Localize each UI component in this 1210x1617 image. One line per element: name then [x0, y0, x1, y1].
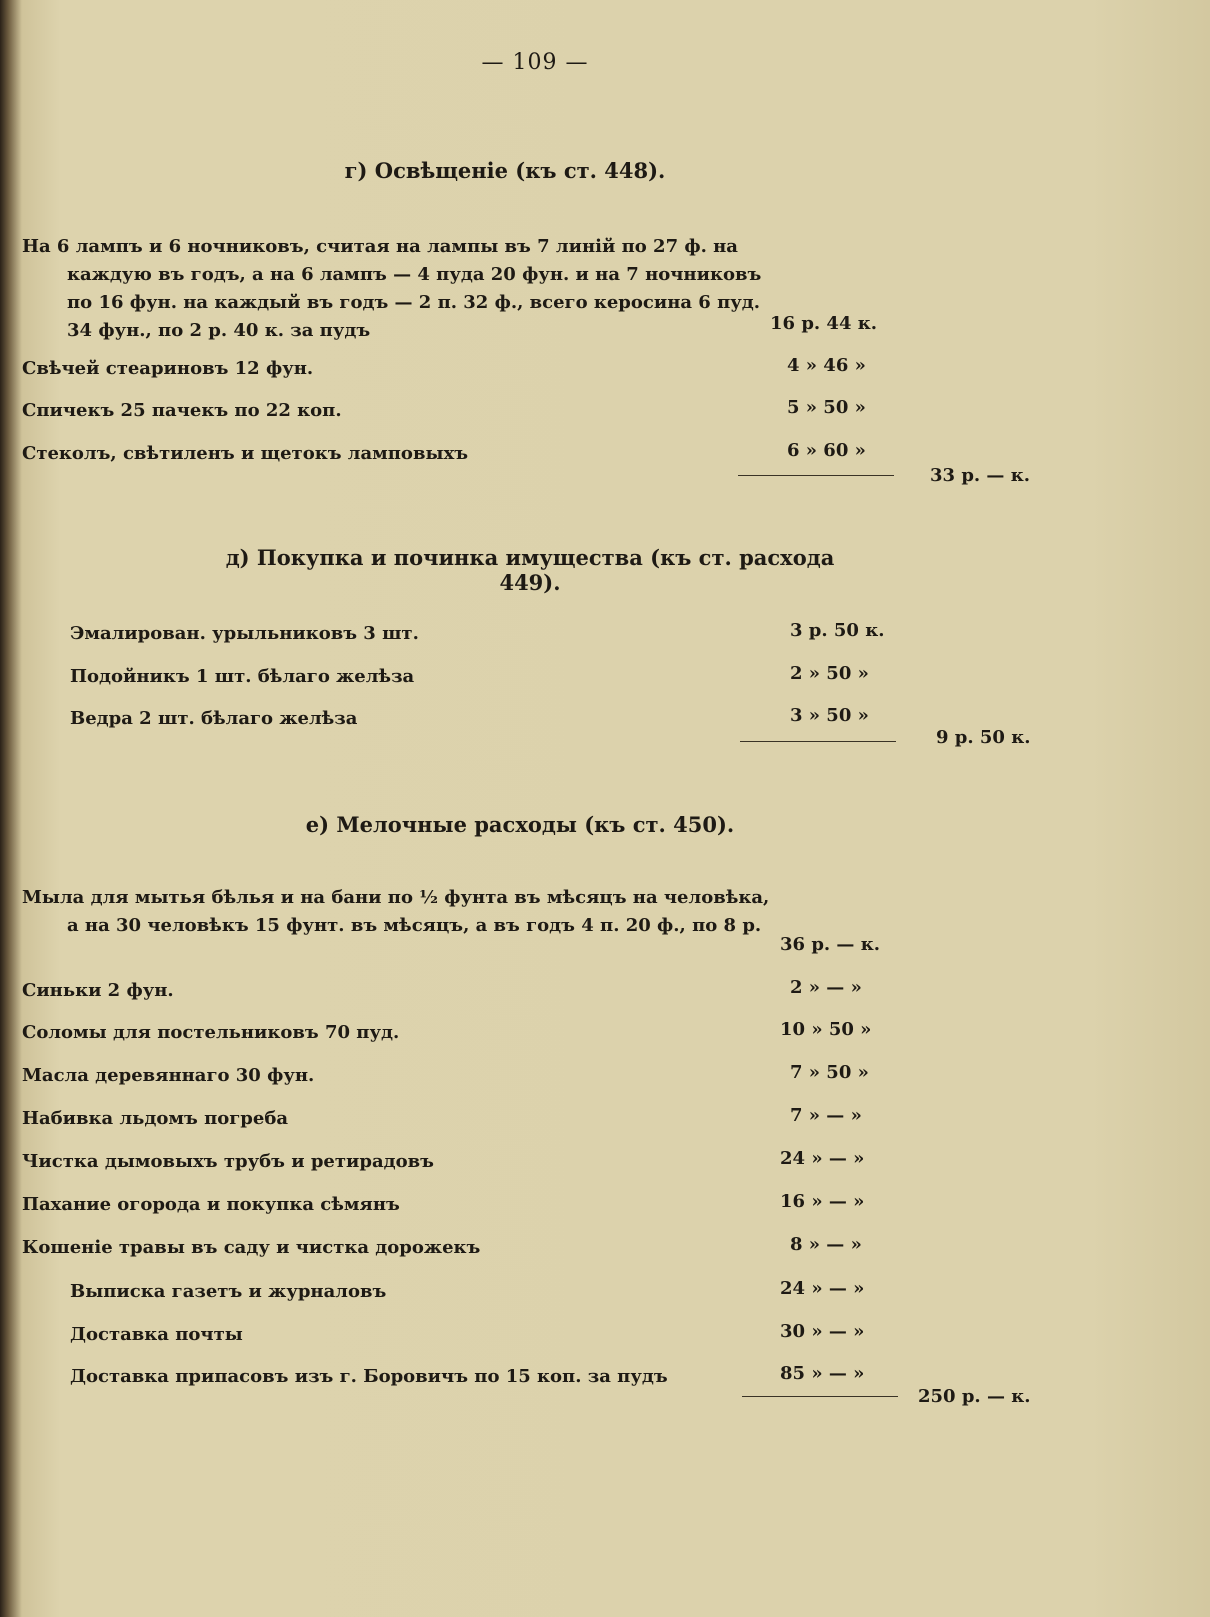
section-title-lighting: г) Освѣщеніе (къ ст. 448).	[344, 158, 666, 183]
item-description: Выписка газетъ и журналовъ	[70, 1281, 387, 1302]
item-amount: 36 р. — к.	[780, 934, 880, 955]
item-description: Спичекъ 25 пачекъ по 22 коп.	[22, 400, 342, 421]
item-amount: 7 » — »	[790, 1105, 862, 1126]
item-amount: 8 » — »	[790, 1234, 862, 1255]
item-description: Соломы для постельниковъ 70 пуд.	[22, 1022, 400, 1043]
item-amount: 30 » — »	[780, 1321, 865, 1342]
page-number: — 109 —	[481, 50, 589, 75]
item-description: Подойникъ 1 шт. бѣлаго желѣза	[70, 666, 415, 687]
item-description: Доставка припасовъ изъ г. Боровичъ по 15 коп. за пудъ	[70, 1366, 668, 1387]
item-amount: 4 » 46 »	[787, 355, 866, 376]
item-amount: 6 » 60 »	[787, 440, 866, 461]
item-description: Доставка почты	[70, 1324, 243, 1345]
subtotal-rule	[738, 475, 894, 476]
item-amount: 85 » — »	[780, 1363, 865, 1384]
item-amount: 10 » 50 »	[780, 1019, 872, 1040]
item-amount: 5 » 50 »	[787, 397, 866, 418]
item-description: Мыла для мытья бѣлья и на бани по ½ фунта въ мѣсяцъ на человѣка, а на 30 человѣкъ 15 фунт. въ мѣсяцъ, а въ годъ 4 п. 20 ф., по 8 р.	[22, 887, 770, 936]
item-amount: 24 » — »	[780, 1278, 865, 1299]
item-description: Ведра 2 шт. бѣлаго желѣза	[70, 708, 358, 729]
item-amount: 24 » — »	[780, 1148, 865, 1169]
item-amount: 16 » — »	[780, 1191, 865, 1212]
list-item	[22, 884, 912, 974]
item-description: Эмалирован. урыльниковъ 3 шт.	[70, 623, 419, 644]
section-title-small-expenses: е) Мелочные расходы (къ ст. 450).	[305, 812, 735, 837]
item-amount: 3 » 50 »	[790, 705, 869, 726]
item-amount: 2 » — »	[790, 977, 862, 998]
section-total: 33 р. — к.	[930, 465, 1030, 486]
item-description: Чистка дымовыхъ трубъ и ретирадовъ	[22, 1151, 434, 1172]
item-description: Пахание огорода и покупка сѣмянъ	[22, 1194, 400, 1215]
item-description: На 6 лампъ и 6 ночниковъ, считая на лампы въ 7 линій по 27 ф. на каждую въ годъ, а на 6 лампъ — 4 пуда 20 фун. и на 7 ночниковъ по 16 фун. на каждый въ годъ — 2 п. 32 ф., всего керосина 6 пуд. 34 фун., по 2 р. 40 к. за пудъ	[22, 236, 762, 341]
subtotal-rule	[742, 1396, 898, 1397]
item-amount: 7 » 50 »	[790, 1062, 869, 1083]
item-description: Масла деревяннаго 30 фун.	[22, 1065, 315, 1086]
item-amount: 3 р. 50 к.	[790, 620, 885, 641]
section-total: 250 р. — к.	[918, 1386, 1031, 1407]
section-title-property: д) Покупка и починка имущества (къ ст. расхода 449).	[225, 545, 835, 595]
item-description: Свѣчей стеариновъ 12 фун.	[22, 358, 314, 379]
item-description: Кошеніе травы въ саду и чистка дорожекъ	[22, 1237, 481, 1258]
item-description: Набивка льдомъ погреба	[22, 1108, 289, 1129]
item-description: Синьки 2 фун.	[22, 980, 174, 1001]
item-amount: 16 р. 44 к.	[770, 313, 878, 334]
section-total: 9 р. 50 к.	[936, 727, 1031, 748]
item-amount: 2 » 50 »	[790, 663, 869, 684]
subtotal-rule	[740, 741, 896, 742]
item-description: Стеколъ, свѣтиленъ и щетокъ ламповыхъ	[22, 443, 469, 464]
